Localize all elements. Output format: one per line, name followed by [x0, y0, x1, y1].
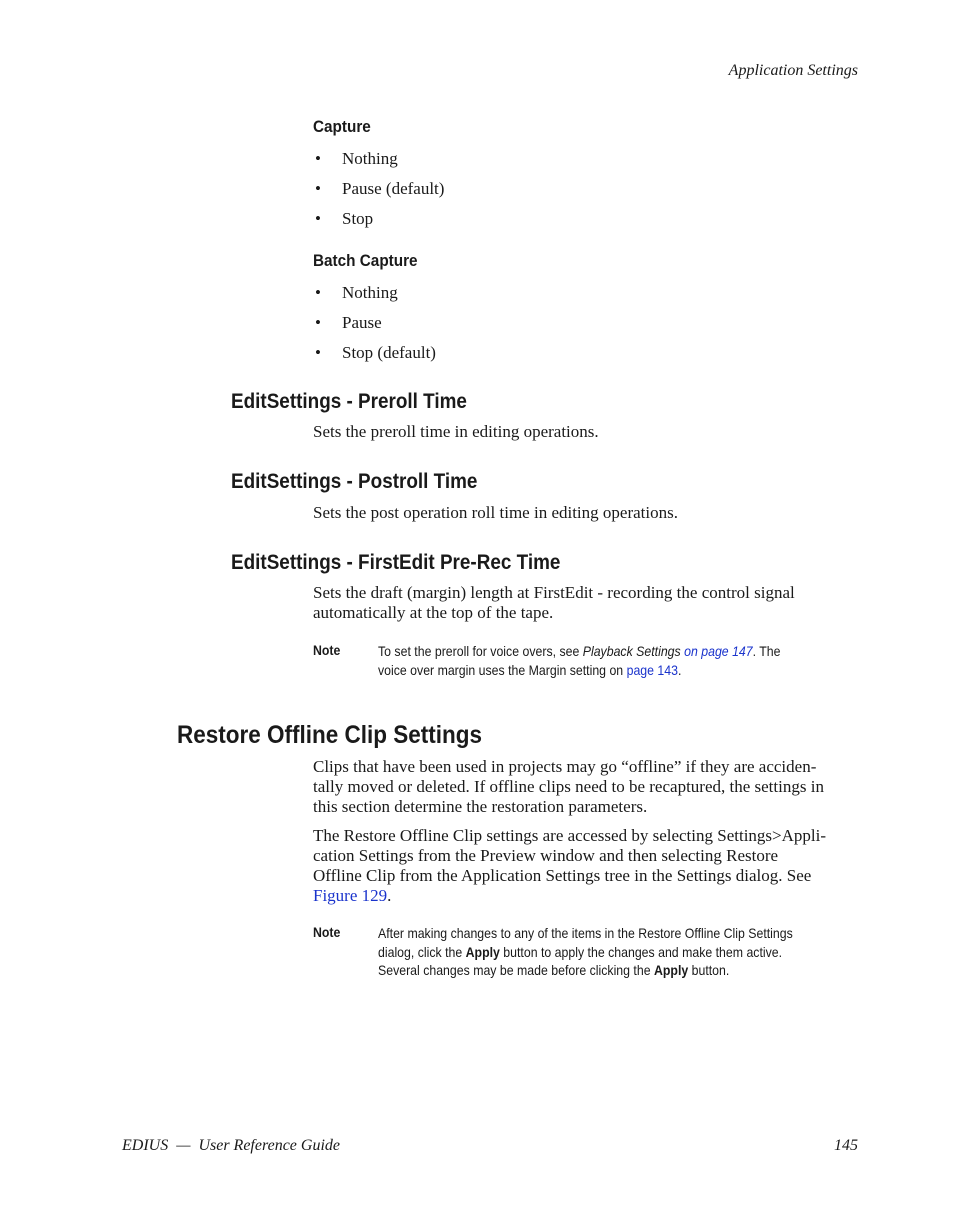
bullet-icon: •: [315, 209, 321, 228]
apply-term: Apply: [465, 943, 500, 960]
restore-paragraph-1: [313, 757, 873, 817]
firstedit-heading: EditSettings - FirstEdit Pre-Rec Time: [231, 551, 561, 574]
apply-term: Apply: [653, 962, 689, 978]
firstedit-body-line: Sets the draft (margin) length at FirstEdit - recording the control signal: [313, 583, 795, 602]
preroll-heading: EditSettings - Preroll Time: [231, 390, 467, 413]
list-item: [315, 179, 715, 209]
capture-heading: Capture: [313, 117, 371, 136]
list-item: [315, 343, 715, 373]
note-text-part: voice over margin uses the Margin setting on: [378, 661, 627, 678]
paragraph-line: cation Settings from the Preview window and then selecting Restore: [313, 846, 779, 865]
note-text-part: dialog, click the: [378, 943, 466, 960]
page-147-link[interactable]: on page 147: [680, 643, 753, 659]
note-text-part: . The: [752, 643, 781, 659]
running-head: Application Settings: [728, 62, 858, 79]
list-item-text: Stop: [342, 209, 374, 228]
bullet-icon: •: [315, 283, 321, 302]
restore-paragraph-2: [313, 826, 873, 906]
bullet-icon: •: [315, 343, 321, 362]
page-number: 145: [834, 1137, 858, 1154]
restore-heading: Restore Offline Clip Settings: [177, 721, 483, 749]
list-item: [315, 283, 715, 313]
note-text-part: button to apply the changes and make them active.: [499, 943, 783, 960]
footer-title: EDIUS — User Reference Guide: [122, 1137, 341, 1154]
page-143-link[interactable]: page 143: [626, 661, 678, 678]
bullet-icon: •: [315, 149, 321, 168]
list-item: [315, 209, 715, 239]
note-text: [378, 642, 853, 679]
note-text-part: button.: [688, 962, 730, 978]
note-label: Note: [313, 642, 341, 658]
note-text-part: .: [677, 661, 682, 678]
paragraph-line: Offline Clip from the Application Settings tree in the Settings dialog. See: [313, 866, 812, 885]
list-item-text: Pause: [342, 313, 382, 332]
list-item-text: Nothing: [342, 283, 398, 302]
list-item-text: Nothing: [342, 149, 398, 168]
capture-list: [315, 149, 715, 239]
note-text-part: To set the preroll for voice overs, see: [378, 643, 583, 659]
note-text-part: Several changes may be made before clicking the: [378, 962, 654, 978]
figure-129-link[interactable]: Figure 129: [313, 886, 388, 905]
paragraph-line: this section determine the restoration parameters.: [313, 797, 648, 816]
paragraph-line: Clips that have been used in projects may go “offline” if they are acciden-: [313, 757, 817, 776]
postroll-body: Sets the post operation roll time in editing operations.: [313, 503, 678, 522]
note-line: After making changes to any of the items in the Restore Offline Clip Settings: [378, 925, 793, 941]
firstedit-body: [313, 583, 873, 623]
paragraph-end: .: [387, 886, 392, 905]
preroll-body: Sets the preroll time in editing operations.: [313, 422, 599, 441]
batch-capture-heading: Batch Capture: [313, 251, 418, 270]
list-item-text: Pause (default): [342, 179, 445, 198]
list-item-text: Stop (default): [342, 343, 436, 362]
batch-capture-list: [315, 283, 715, 373]
paragraph-line: tally moved or deleted. If offline clips need to be recaptured, the settings in: [313, 777, 824, 796]
bullet-icon: •: [315, 313, 321, 332]
paragraph-line: The Restore Offline Clip settings are accessed by selecting Settings>Appli-: [313, 826, 827, 845]
list-item: [315, 149, 715, 179]
note-text: [378, 924, 853, 980]
list-item: [315, 313, 715, 343]
bullet-icon: •: [315, 179, 321, 198]
postroll-heading: EditSettings - Postroll Time: [231, 470, 478, 493]
firstedit-body-line: automatically at the top of the tape.: [313, 603, 554, 622]
note-italic-ref: Playback Settings: [582, 643, 681, 659]
note-label: Note: [313, 924, 341, 940]
